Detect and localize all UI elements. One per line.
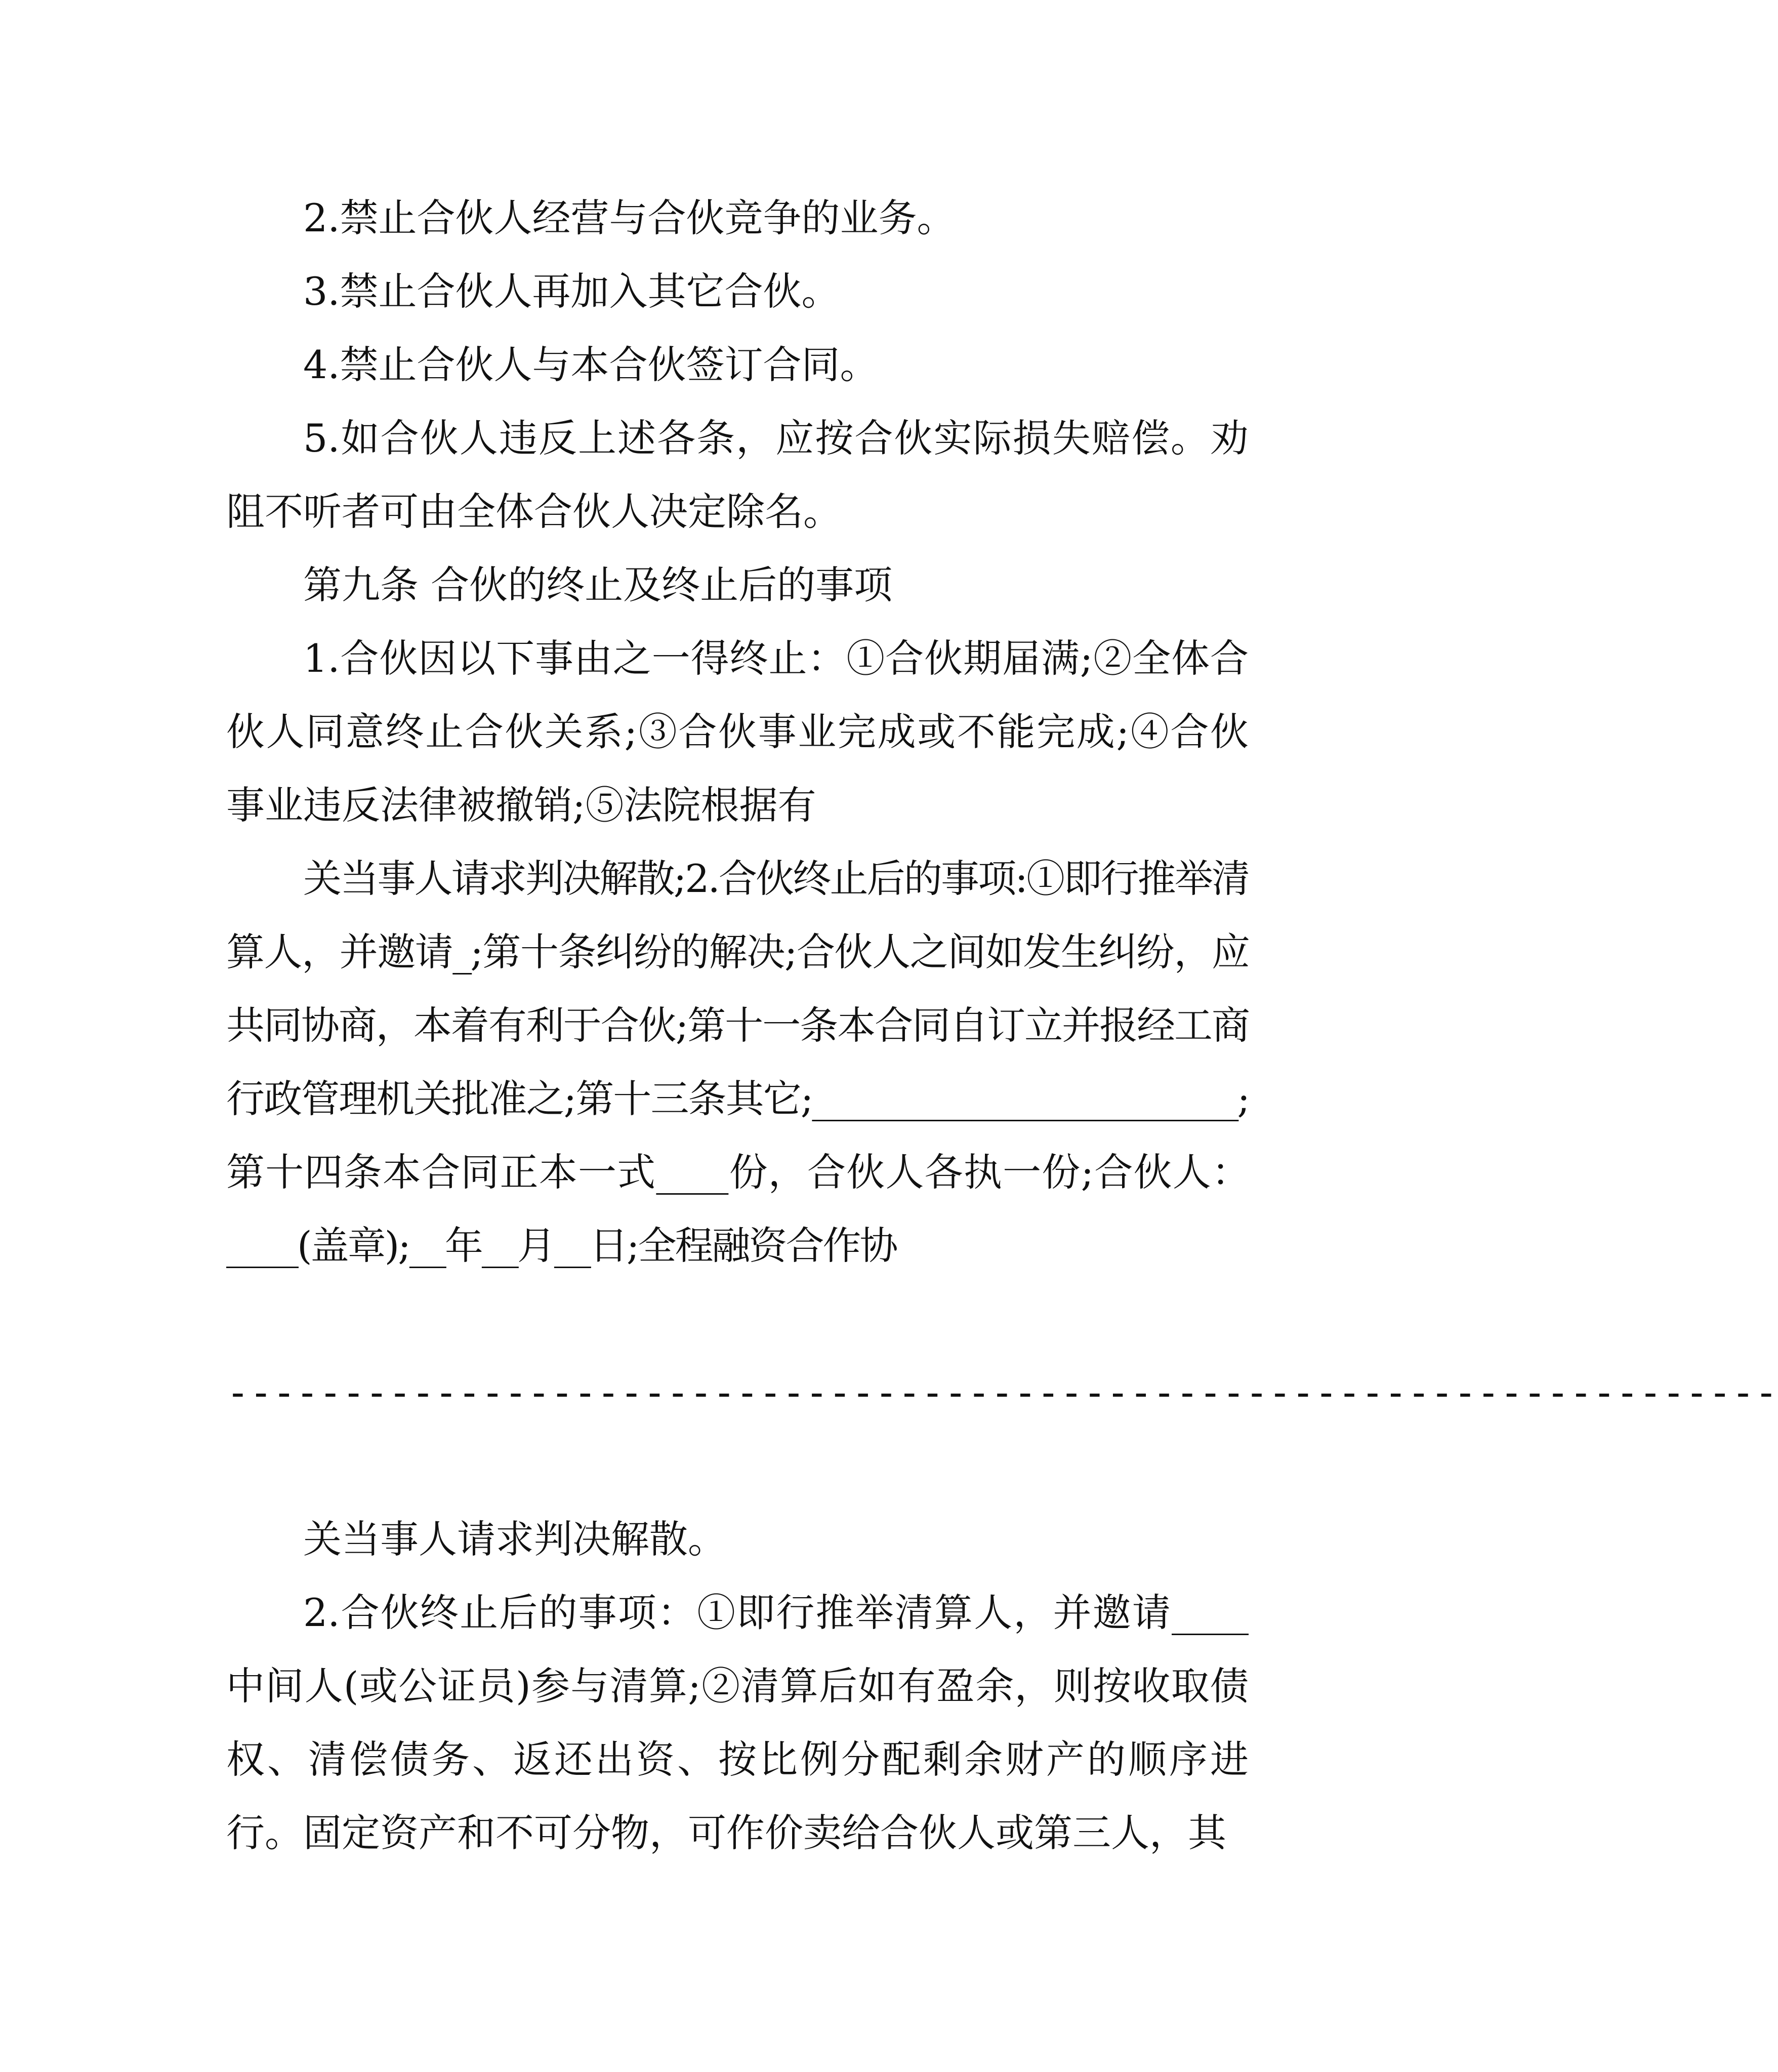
document-body <box>226 181 1778 1870</box>
clause-4: 4.禁止合伙人与本合伙签订合同。 <box>303 342 879 387</box>
article-9-heading: 第九条 合伙的终止及终止后的事项 <box>303 562 893 607</box>
clause-3: 3.禁止合伙人再加入其它合伙。 <box>303 269 840 314</box>
clause-5: 5.如合伙人违反上述各条，应按合伙实际损失赔偿。劝阻不听者可由全体合伙人决定除名。 <box>226 416 1249 534</box>
after-termination-summary: 关当事人请求判决解散;2.合伙终止后的事项:①即行推举清算人，并邀请_;第十条纠纷的解决;合伙人之间如发生纠纷，应共同协商，本着有利于合伙;第十一条本合同自订立并报经工商行政管理机关批准之;第十三条其它;________________________;第十四条本合同正本一式____份，合伙人各执一份;合伙人：____(盖章);__年__月__日;全程融资合作协 <box>226 856 1249 1268</box>
separator-line: ------------------------------------------------------------------- <box>226 1370 1778 1415</box>
dissolution-paragraph: 关当事人请求判决解散。 <box>303 1517 726 1562</box>
termination-reasons: 1.合伙因以下事由之一得终止：①合伙期届满;②全体合伙人同意终止合伙关系;③合伙事业完成或不能完成;④合伙事业违反法律被撤销;⑤法院根据有 <box>226 636 1249 828</box>
post-termination-matters: 2.合伙终止后的事项：①即行推举清算人，并邀请____中间人(或公证员)参与清算;②清算后如有盈余，则按收取债权、清偿债务、返还出资、按比例分配剩余财产的顺序进行。固定资产和不可分物，可作价卖给合伙人或第三人，其 <box>226 1590 1249 1855</box>
clause-2: 2.禁止合伙人经营与合伙竞争的业务。 <box>303 195 956 240</box>
